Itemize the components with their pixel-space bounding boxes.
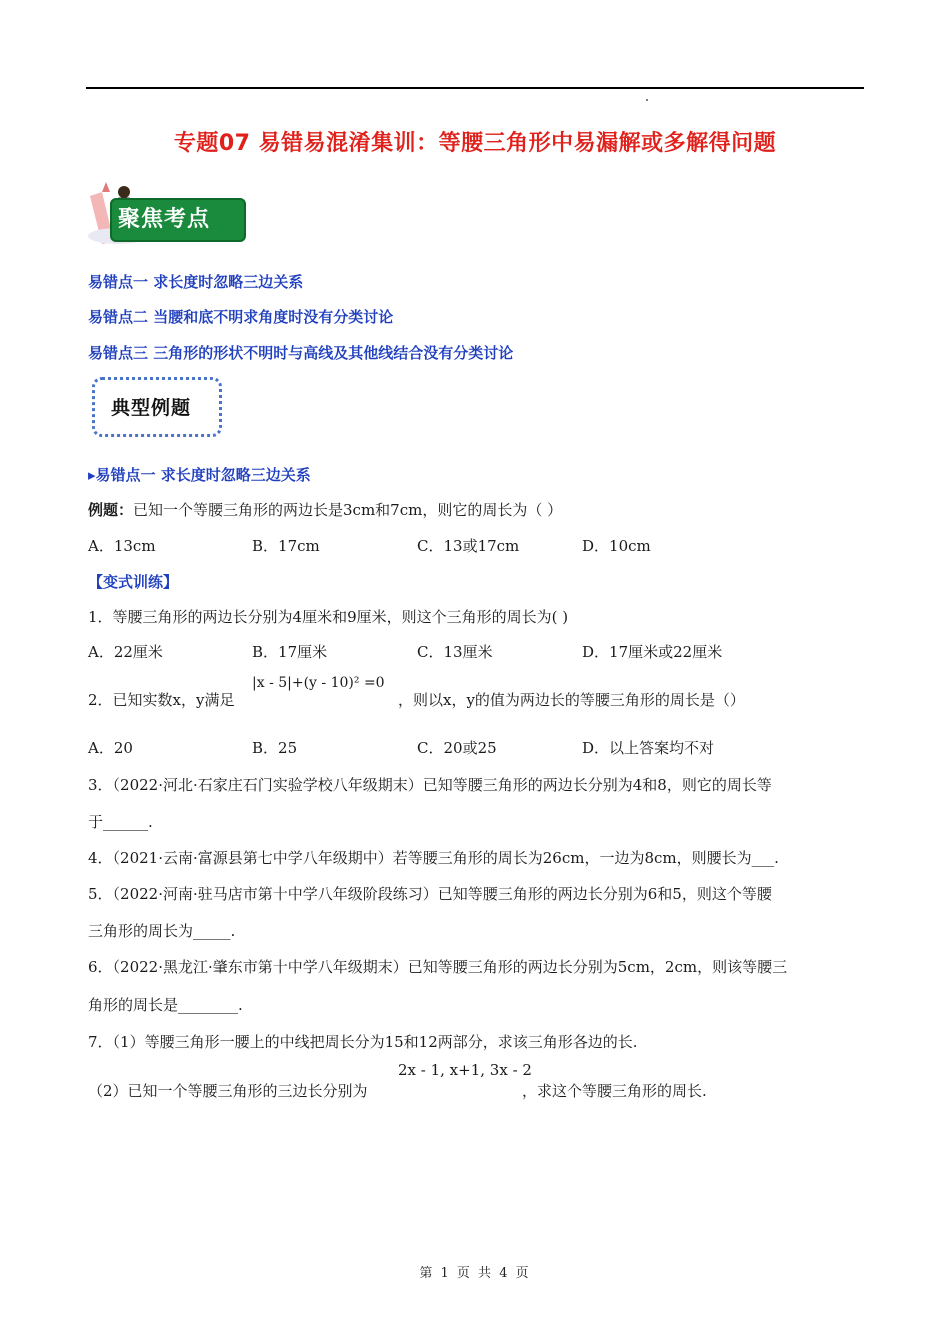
- header-dot: [646, 99, 648, 101]
- q2-option-c: C．20或25: [417, 739, 497, 757]
- q2-formula: |x - 5|+(y - 10)² =0: [252, 675, 385, 691]
- example-question: [88, 499, 562, 520]
- header-rule: [86, 87, 864, 89]
- example-badge-label: 典型例题: [111, 397, 192, 419]
- page-footer: 第 1 页 共 4 页: [419, 1266, 531, 1281]
- q2-option-a: A．20: [88, 739, 133, 757]
- q7-part-1: 7．（1）等腰三角形一腰上的中线把周长分为15和12两部分，求该三角形各边的长.: [88, 1033, 638, 1051]
- example-option-d: D．10cm: [582, 537, 651, 555]
- point-3: 易错点三 三角形的形状不明时与高线及其他线结合没有分类讨论: [88, 344, 514, 362]
- example-text: 已知一个等腰三角形的两边长是3cm和7cm，则它的周长为（ ）: [133, 501, 563, 519]
- q7-part-2-prefix: （2）已知一个等腰三角形的三边长分别为: [88, 1082, 368, 1100]
- q1-option-c: C．13厘米: [417, 643, 493, 661]
- focus-banner: [84, 178, 244, 248]
- example-option-b: B．17cm: [252, 537, 320, 555]
- q3-line-1: 3．（2022·河北·石家庄石门实验学校八年级期末）已知等腰三角形的两边长分别为4和8，则它的周长等: [88, 776, 772, 794]
- q7-formula: 2x - 1, x+1, 3x - 2: [398, 1061, 532, 1079]
- point-2: 易错点二 当腰和底不明求角度时没有分类讨论: [88, 308, 394, 326]
- q5-line-1: 5．（2022·河南·驻马店市第十中学八年级阶段练习）已知等腰三角形的两边长分别为6和5，则这个等腰: [88, 885, 772, 903]
- q2-suffix: ，则以x，y的值为两边长的等腰三角形的周长是（）: [398, 691, 745, 709]
- q1-option-d: D．17厘米或22厘米: [582, 643, 723, 661]
- section-heading: ▸易错点一 求长度时忽略三边关系: [88, 466, 311, 484]
- q3-line-2: 于______.: [88, 813, 153, 831]
- q6-line-2: 角形的周长是________.: [88, 996, 243, 1014]
- q6-line-1: 6．（2022·黑龙江·肇东市第十中学八年级期末）已知等腰三角形的两边长分别为5cm，2cm，则该等腰三: [88, 958, 788, 976]
- example-label: 例题：: [88, 501, 134, 519]
- focus-banner-label: 聚焦考点: [118, 207, 211, 232]
- q2-option-b: B．25: [252, 739, 298, 757]
- example-option-c: C．13或17cm: [417, 537, 520, 555]
- point-1: 易错点一 求长度时忽略三边关系: [88, 273, 304, 291]
- practice-label: 【变式训练】: [88, 573, 179, 591]
- example-option-a: A．13cm: [88, 537, 156, 555]
- q1-text: 1．等腰三角形的两边长分别为4厘米和9厘米，则这个三角形的周长为( ): [88, 608, 569, 626]
- q5-line-2: 三角形的周长为_____.: [88, 922, 236, 940]
- example-badge: [92, 377, 222, 437]
- page-title: 专题07 易错易混淆集训：等腰三角形中易漏解或多解得问题: [173, 131, 777, 156]
- q2-prefix: 2．已知实数x，y满足: [88, 691, 235, 709]
- q4-line-1: 4．（2021·云南·富源县第七中学八年级期中）若等腰三角形的周长为26cm，一边为8cm，则腰长为___.: [88, 849, 779, 867]
- q1-option-a: A．22厘米: [88, 643, 163, 661]
- q7-part-2-suffix: ，求这个等腰三角形的周长.: [522, 1082, 707, 1100]
- q2-option-d: D．以上答案均不对: [582, 739, 715, 757]
- q1-option-b: B．17厘米: [252, 643, 328, 661]
